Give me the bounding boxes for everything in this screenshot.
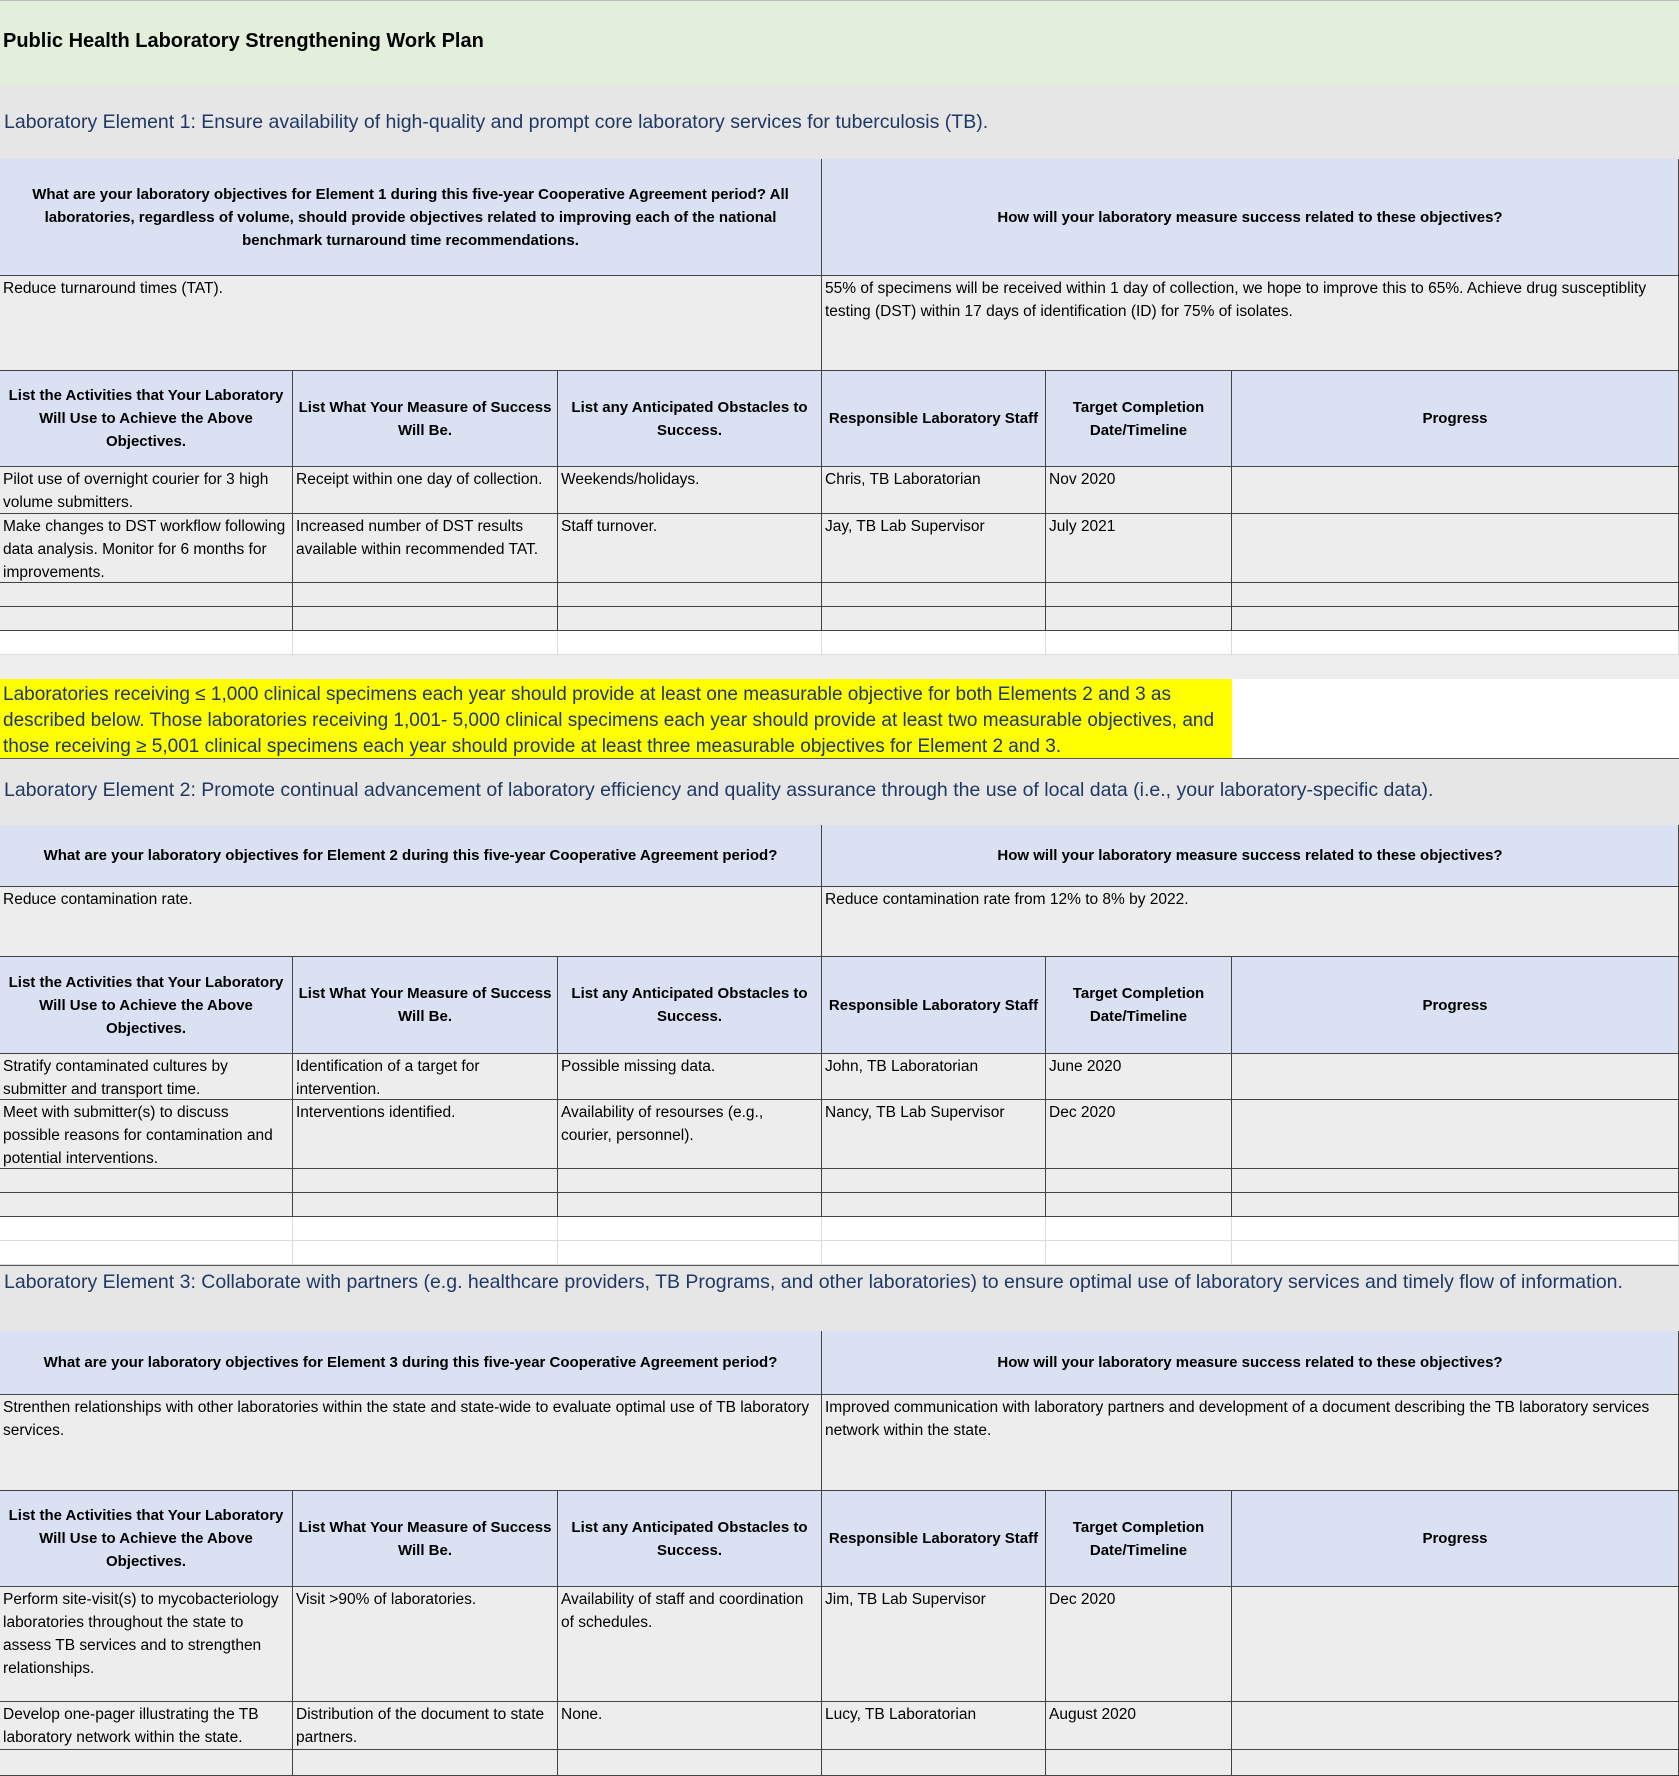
page-title: Public Health Laboratory Strengthening Work Plan (3, 30, 484, 52)
table-cell-activity: Meet with submitter(s) to discuss possible reasons for contamination and potential interventions. (0, 1100, 293, 1169)
table-cell-measure: Distribution of the document to state partners. (293, 1702, 558, 1750)
empty-cell (0, 607, 293, 631)
table-cell-date: August 2020 (1046, 1702, 1232, 1750)
element3-heading: Laboratory Element 3: Collaborate with partners (e.g. healthcare providers, TB Programs, and other laboratories) to ensure optimal use of laboratory services and timely flow of information. (4, 1271, 1623, 1293)
table-cell-measure: Interventions identified. (293, 1100, 558, 1169)
empty-cell (1046, 607, 1232, 631)
empty-cell (0, 583, 293, 607)
table-cell-progress (1232, 467, 1679, 514)
empty-cell (822, 631, 1046, 655)
table-cell-progress (1232, 1100, 1679, 1169)
empty-cell (0, 1193, 293, 1217)
element3-activities-header: List the Activities that Your Laboratory Will Use to Achieve the Above Objectives. (0, 1491, 293, 1587)
table-cell-obstacles: None. (558, 1702, 822, 1750)
empty-cell (558, 1193, 822, 1217)
table-cell-measure: Increased number of DST results available within recommended TAT. (293, 514, 558, 583)
empty-cell (0, 1241, 293, 1265)
element2-success-header: List What Your Measure of Success Will Be. (293, 957, 558, 1054)
table-cell-date: Nov 2020 (1046, 467, 1232, 514)
element3-progress-header: Progress (1232, 1491, 1679, 1587)
element3-objective: Strenthen relationships with other laboratories within the state and state-wide to evaluate optimal use of TB laboratory services. (0, 1395, 822, 1491)
empty-cell (1046, 1193, 1232, 1217)
table-cell-date: Dec 2020 (1046, 1100, 1232, 1169)
element2-progress-header: Progress (1232, 957, 1679, 1054)
element1-heading-row (0, 84, 1679, 160)
empty-cell (0, 1169, 293, 1193)
table-cell-obstacles: Weekends/holidays. (558, 467, 822, 514)
table-cell-obstacles: Staff turnover. (558, 514, 822, 583)
table-cell-date: June 2020 (1046, 1054, 1232, 1100)
empty-cell (558, 1217, 822, 1241)
empty-cell (1232, 1750, 1679, 1776)
empty-cell (1046, 583, 1232, 607)
element1-activities-header: List the Activities that Your Laboratory Will Use to Achieve the Above Objectives. (0, 371, 293, 467)
element2-objective: Reduce contamination rate. (0, 887, 822, 957)
empty-cell (1046, 1169, 1232, 1193)
empty-cell (822, 1217, 1046, 1241)
empty-cell (822, 607, 1046, 631)
table-cell-progress (1232, 1702, 1679, 1750)
table-cell-date: Dec 2020 (1046, 1587, 1232, 1702)
element2-date-header: Target Completion Date/Timeline (1046, 957, 1232, 1054)
empty-cell (293, 607, 558, 631)
empty-cell (1232, 1241, 1679, 1265)
element3-measure-answer: Improved communication with laboratory partners and development of a document describing the TB laboratory services network within the state. (822, 1395, 1679, 1491)
table-cell-staff: Nancy, TB Lab Supervisor (822, 1100, 1046, 1169)
element2-obstacles-header: List any Anticipated Obstacles to Success. (558, 957, 822, 1054)
empty-cell (0, 631, 293, 655)
empty-cell (0, 1217, 293, 1241)
empty-cell (1046, 1217, 1232, 1241)
table-cell-measure: Visit >90% of laboratories. (293, 1587, 558, 1702)
element2-staff-header: Responsible Laboratory Staff (822, 957, 1046, 1054)
element1-success-header: List What Your Measure of Success Will Be. (293, 371, 558, 467)
element1-measure-answer: 55% of specimens will be received within 1 day of collection, we hope to improve this to 65%. Achieve drug susceptiblity testing (DST) within 17 days of identification (ID) for 75% of isolates. (822, 276, 1679, 371)
empty-cell (558, 1750, 822, 1776)
empty-cell (293, 1241, 558, 1265)
table-cell-activity: Stratify contaminated cultures by submitter and transport time. (0, 1054, 293, 1100)
table-cell-staff: John, TB Laboratorian (822, 1054, 1046, 1100)
table-cell-progress (1232, 514, 1679, 583)
element1-date-header: Target Completion Date/Timeline (1046, 371, 1232, 467)
element1-staff-header: Responsible Laboratory Staff (822, 371, 1046, 467)
table-cell-progress (1232, 1587, 1679, 1702)
element1-progress-header: Progress (1232, 371, 1679, 467)
empty-cell (558, 583, 822, 607)
table-cell-activity: Perform site-visit(s) to mycobacteriology laboratories throughout the state to assess TB services and to strengthen relationships. (0, 1587, 293, 1702)
empty-cell (293, 583, 558, 607)
empty-cell (293, 1217, 558, 1241)
empty-cell (558, 631, 822, 655)
empty-cell (1232, 1217, 1679, 1241)
empty-cell (293, 1169, 558, 1193)
element2-heading-row (0, 758, 1679, 827)
element2-measure-header: How will your laboratory measure success related to these objectives? (822, 825, 1679, 887)
table-cell-obstacles: Possible missing data. (558, 1054, 822, 1100)
element3-measure-header: How will your laboratory measure success related to these objectives? (822, 1331, 1679, 1395)
element2-measure-answer: Reduce contamination rate from 12% to 8% by 2022. (822, 887, 1679, 957)
table-cell-activity: Develop one-pager illustrating the TB laboratory network within the state. (0, 1702, 293, 1750)
table-cell-progress (1232, 1054, 1679, 1100)
title-row (0, 0, 1679, 86)
element1-objective: Reduce turnaround times (TAT). (0, 276, 822, 371)
table-cell-activity: Make changes to DST workflow following data analysis. Monitor for 6 months for improvements. (0, 514, 293, 583)
element1-measure-header: How will your laboratory measure success related to these objectives? (822, 159, 1679, 276)
empty-cell (822, 1169, 1046, 1193)
element3-success-header: List What Your Measure of Success Will Be. (293, 1491, 558, 1587)
empty-cell (822, 583, 1046, 607)
empty-cell (558, 607, 822, 631)
empty-cell (558, 1169, 822, 1193)
table-cell-obstacles: Availability of staff and coordination of schedules. (558, 1587, 822, 1702)
empty-cell (1232, 607, 1679, 631)
empty-cell (1046, 631, 1232, 655)
table-cell-staff: Chris, TB Laboratorian (822, 467, 1046, 514)
empty-cell (1232, 679, 1679, 758)
empty-cell (822, 1193, 1046, 1217)
element2-heading: Laboratory Element 2: Promote continual advancement of laboratory efficiency and quality assurance through the use of local data (i.e., your laboratory-specific data). (4, 779, 1434, 801)
table-cell-staff: Jim, TB Lab Supervisor (822, 1587, 1046, 1702)
table-cell-activity: Pilot use of overnight courier for 3 high volume submitters. (0, 467, 293, 514)
empty-cell (822, 1241, 1046, 1265)
empty-cell (1232, 583, 1679, 607)
empty-cell (1046, 1750, 1232, 1776)
empty-cell (1046, 1241, 1232, 1265)
table-cell-obstacles: Availability of resourses (e.g., courier, personnel). (558, 1100, 822, 1169)
element1-objectives-header: What are your laboratory objectives for Element 1 during this five-year Cooperative Agreement period? All laboratories, regardless of volume, should provide objectives related to improving each of the national benchmark turnaround time recommendations. (0, 159, 822, 276)
element1-obstacles-header: List any Anticipated Obstacles to Success. (558, 371, 822, 467)
element3-objectives-header: What are your laboratory objectives for Element 3 during this five-year Cooperative Agreement period? (0, 1331, 822, 1395)
empty-cell (1232, 1169, 1679, 1193)
table-cell-measure: Receipt within one day of collection. (293, 467, 558, 514)
element3-obstacles-header: List any Anticipated Obstacles to Success. (558, 1491, 822, 1587)
empty-cell (558, 1241, 822, 1265)
empty-cell (822, 1750, 1046, 1776)
empty-cell (293, 1750, 558, 1776)
empty-cell (293, 1193, 558, 1217)
table-cell-staff: Lucy, TB Laboratorian (822, 1702, 1046, 1750)
element2-activities-header: List the Activities that Your Laboratory Will Use to Achieve the Above Objectives. (0, 957, 293, 1054)
element3-date-header: Target Completion Date/Timeline (1046, 1491, 1232, 1587)
element3-staff-header: Responsible Laboratory Staff (822, 1491, 1046, 1587)
volume-note: Laboratories receiving ≤ 1,000 clinical specimens each year should provide at least one measurable objective for both Elements 2 and 3 as described below. Those laboratories receiving 1,001- 5,000 clinical specimens each year should provide at least two measurable objectives, and those receiving ≥ 5,001 clinical specimens each year should provide at least three measurable objectives for Element 2 and 3. (0, 679, 1232, 758)
element2-objectives-header: What are your laboratory objectives for Element 2 during this five-year Cooperative Agreement period? (0, 825, 822, 887)
empty-cell (1232, 631, 1679, 655)
spacer-row (0, 655, 1679, 680)
empty-cell (0, 1750, 293, 1776)
table-cell-staff: Jay, TB Lab Supervisor (822, 514, 1046, 583)
table-cell-measure: Identification of a target for intervention. (293, 1054, 558, 1100)
empty-cell (293, 631, 558, 655)
element1-heading: Laboratory Element 1: Ensure availability of high-quality and prompt core laboratory services for tuberculosis (TB). (4, 111, 989, 133)
table-cell-date: July 2021 (1046, 514, 1232, 583)
element3-heading-row (0, 1265, 1679, 1333)
empty-cell (1232, 1193, 1679, 1217)
